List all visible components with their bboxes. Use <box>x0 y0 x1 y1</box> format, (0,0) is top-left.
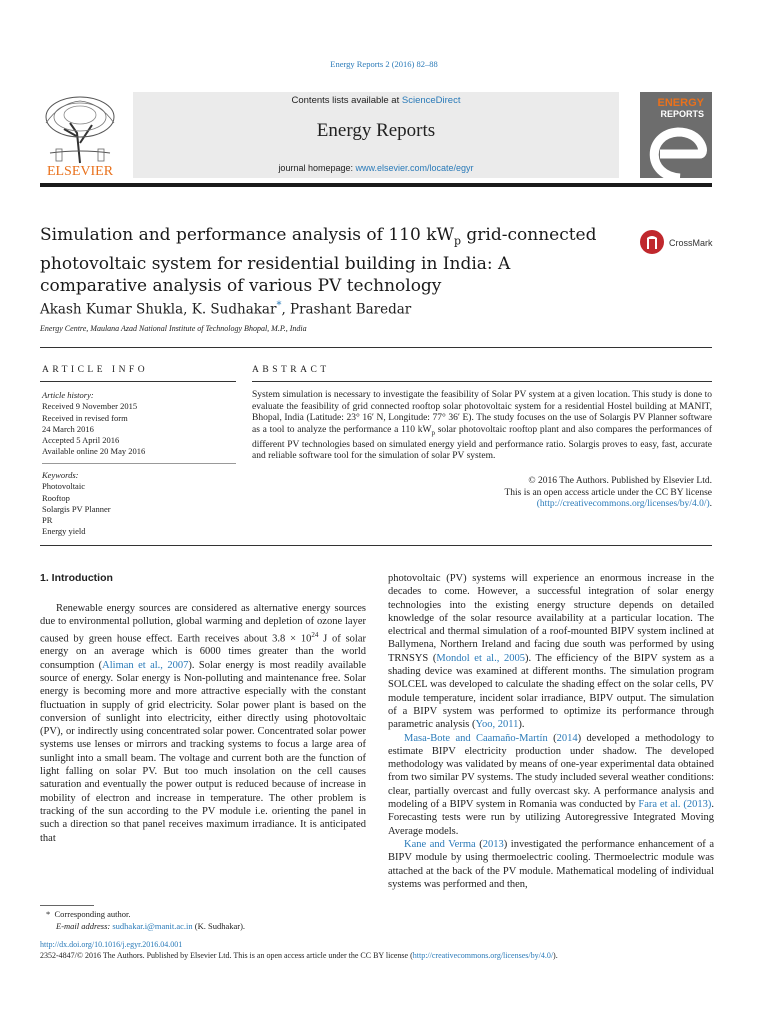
journal-cover <box>640 92 712 178</box>
right-column <box>388 572 714 891</box>
history-item: Received 9 November 2015 <box>42 401 138 412</box>
paragraph: photovoltaic (PV) systems will experience an enormous increase in the decades to come. However, a successful integration of solar energy technologies into the existing energy structure depends on detailed knowledge of the solar resource availability at a particular location. The electrical and thermal simulation of a roof-mounted BIPV system inclined at Ballymena, Northern Ireland and facing due south was performed by using TRNSYS (Mondol et al., 2005). The efficiency of the BIPV system as a shading device was examined at different months. The simulation program SOLCEL was developed to calculate the shading effect on the solar cells, PV module temperature, incident solar irradiance, BIPV output. The simulation of a BIPV system was performed to optimize its performance through parametric analysis (Yoo, 2011). <box>388 573 714 731</box>
keyword: Photovoltaic <box>42 481 85 492</box>
citation-link[interactable]: Mondol et al., 2005 <box>436 652 525 664</box>
section-heading-introduction: 1. Introduction <box>40 572 113 584</box>
history-item: Accepted 5 April 2016 <box>42 435 120 446</box>
history-item: Available online 20 May 2016 <box>42 446 146 457</box>
citation-year-link[interactable]: 2014 <box>556 732 578 744</box>
homepage-link[interactable]: www.elsevier.com/locate/egyr <box>355 163 474 173</box>
paragraph: Masa-Bote and Caamaño-Martín (2014) developed a methodology to estimate BIPV electricity production under shadow. The developed methodology was validated by means of one-year experimental data obtained from two similar PV systems. The study included several weather conditions: clear, partially overcast and fully overcast sky. A performance analysis and modeling of a BIPV system in Romania was conducted by Fara et al. (2013). Forecasting tests were run by utilizing Autoregressive Integrated Moving Average models. <box>388 732 714 837</box>
author-1: Akash Kumar Shukla, <box>40 301 192 318</box>
article-info-heading: ARTICLE INFO <box>42 365 149 375</box>
license-footer-link[interactable]: http://creativecommons.org/licenses/by/4.0/ <box>412 950 554 960</box>
article-history <box>42 390 238 458</box>
title-subscript: p <box>453 234 462 248</box>
footnote: * Corresponding author. E-mail address: sudhakar.i@manit.ac.in (K. Sudhakar). <box>46 909 246 931</box>
citation-link[interactable]: Yoo, 2011 <box>475 719 519 731</box>
footnote-rule <box>40 905 94 906</box>
crossmark-label: CrossMark <box>669 238 713 248</box>
citation-year-link[interactable]: 2013 <box>482 838 504 850</box>
keyword: Rooftop <box>42 492 70 503</box>
footnote-label: Corresponding author. <box>54 909 131 919</box>
article-info-rule <box>40 381 236 382</box>
citation-link[interactable]: Kane and Verma <box>404 838 476 850</box>
elsevier-logo <box>40 93 120 177</box>
cover-title-1: ENERGY <box>657 97 704 109</box>
paragraph: Kane and Verma (2013) investigated the performance enhancement of a BIPV module by using thermoelectric cooling. Thermoelectric module was attached at the back of the PV module. Mathematical modeling of individual systems was performed and then, <box>388 838 714 890</box>
doi-link[interactable]: http://dx.doi.org/10.1016/j.egyr.2016.04.001 <box>40 940 183 949</box>
keyword: Solargis PV Planner <box>42 503 111 514</box>
abstract-text: System simulation is necessary to investigate the feasibility of Solar PV system at a given location. This study is done to evaluate the feasibility of grid connected rooftop solar photovoltaic system for a residential Hostel building at MANIT, Bhopal, India (Latitude: 23° 16′ N, Longitude: 77° 36′ E). The study focuses on the use of Solargis PV Planner software as a tool to analyze the performance a 110 $kW_p$ solar photovoltaic rooftop plant and also compares the performances of different PV technologies based on simulated energy yield and performance ratio. Solargis proves to easy, fast, accurate and reliable software tool for the simulation of solar PV system. <box>252 390 712 462</box>
email-label: E-mail address: <box>56 920 113 931</box>
abstract-subscript: p <box>431 429 435 437</box>
issn-text: 2352-4847/© 2016 The Authors. Published by Elsevier Ltd. This is an open access article under the CC BY license ( <box>40 950 413 960</box>
citation-link[interactable]: Fara et al. (2013) <box>638 799 712 811</box>
homepage-prefix: journal homepage: <box>278 163 356 173</box>
abstract-bottom-rule <box>40 545 712 546</box>
keywords <box>42 470 238 538</box>
copyright-line: © 2016 The Authors. Published by Elsevier Ltd. <box>528 476 712 486</box>
citation-link[interactable]: Masa-Bote and Caamaño-Martín <box>404 732 548 744</box>
keyword: PR <box>42 515 53 526</box>
corresponding-mark[interactable]: * <box>276 300 282 311</box>
history-item: 24 March 2016 <box>42 423 94 434</box>
left-column <box>40 602 366 845</box>
affiliation: Energy Centre, Maulana Azad National Institute of Technology Bhopal, M.P., India <box>40 324 307 333</box>
abstract-rule <box>252 381 712 382</box>
footnote-mark: * <box>46 909 51 919</box>
journal-name: Energy Reports <box>316 120 436 141</box>
abstract-heading: ABSTRACT <box>252 365 330 375</box>
license-link[interactable]: (http://creativecommons.org/licenses/by/4.0/) <box>536 499 710 510</box>
page-footer: http://dx.doi.org/10.1016/j.egyr.2016.04.001 2352-4847/© 2016 The Authors. Published by Elsevier Ltd. This is an open access article under the CC BY license (http://creativecommons.org/licenses/by/4.0/). <box>40 940 720 961</box>
history-item: Received in revised form <box>42 412 128 423</box>
history-label: Article history: <box>42 390 94 400</box>
email-link[interactable]: sudhakar.i@manit.ac.in <box>112 920 193 931</box>
keywords-label: Keywords: <box>42 470 79 480</box>
license-line: This is an open access article under the CC BY license <box>504 487 712 498</box>
paragraph: Renewable energy sources are considered as alternative energy sources due to environmental pollution, global warming and depletion of ozone layer caused by green house effect. Earth receives about $3.8 \times 10^{24}$ J of solar energy on an average which is 6000 times greater than the world consumption (Aliman et al., 2007). Solar energy is most readily available source of energy. Solar energy is Non-polluting and maintenance free. Solar energy is becoming more and more attractive especially with the constant fluctuation in supply of grid electricity. Solar power plant is based on the conversion of sunlight into electricity, either directly using photovoltaic (PV), or indirectly using concentrated solar power. Concentrated solar power systems use lenses or mirrors and tracking systems to focus a large area of sunlight into a small beam. The voltage and current both are the function of light falling on solar PV. But too much insolation on the cell causes saturation and eventually the power output is reduced because of increase in mobility of electron and increase in temperature. The other problem is tracking of the sun according to the PV module i.e. orienting the panel in such a direction so that panel receives maximum irradiance. It is anticipated that <box>40 603 367 844</box>
crossmark-badge[interactable] <box>639 229 719 255</box>
article-title: Simulation and performance analysis of 110 $kW_p$ grid-connected photovoltaic system for residential building in India: A comparative analysis of various PV technology <box>40 225 597 297</box>
header-rule <box>40 183 712 187</box>
sciencedirect-link[interactable]: ScienceDirect <box>401 95 461 106</box>
keywords-rule <box>42 463 236 464</box>
citation-link[interactable]: Aliman et al., 2007 <box>102 659 189 671</box>
journal-reference[interactable]: Energy Reports 2 (2016) 82–88 <box>330 59 438 69</box>
copyright-notice: © 2016 The Authors. Published by Elsevier Ltd. This is an open access article under the CC BY license (http://creativecommons.org/licenses/by/4.0/). <box>252 476 712 511</box>
author-list <box>40 300 640 318</box>
contents-line <box>133 95 619 106</box>
elsevier-wordmark: ELSEVIER <box>46 164 114 177</box>
journal-homepage <box>133 163 619 173</box>
cover-title-2: REPORTS <box>660 109 704 119</box>
keyword: Energy yield <box>42 526 86 537</box>
author-3: , Prashant Baredar <box>281 301 412 318</box>
author-2: K. Sudhakar <box>191 301 277 318</box>
section-rule <box>40 347 712 348</box>
contents-prefix: Contents lists available at <box>291 95 402 106</box>
